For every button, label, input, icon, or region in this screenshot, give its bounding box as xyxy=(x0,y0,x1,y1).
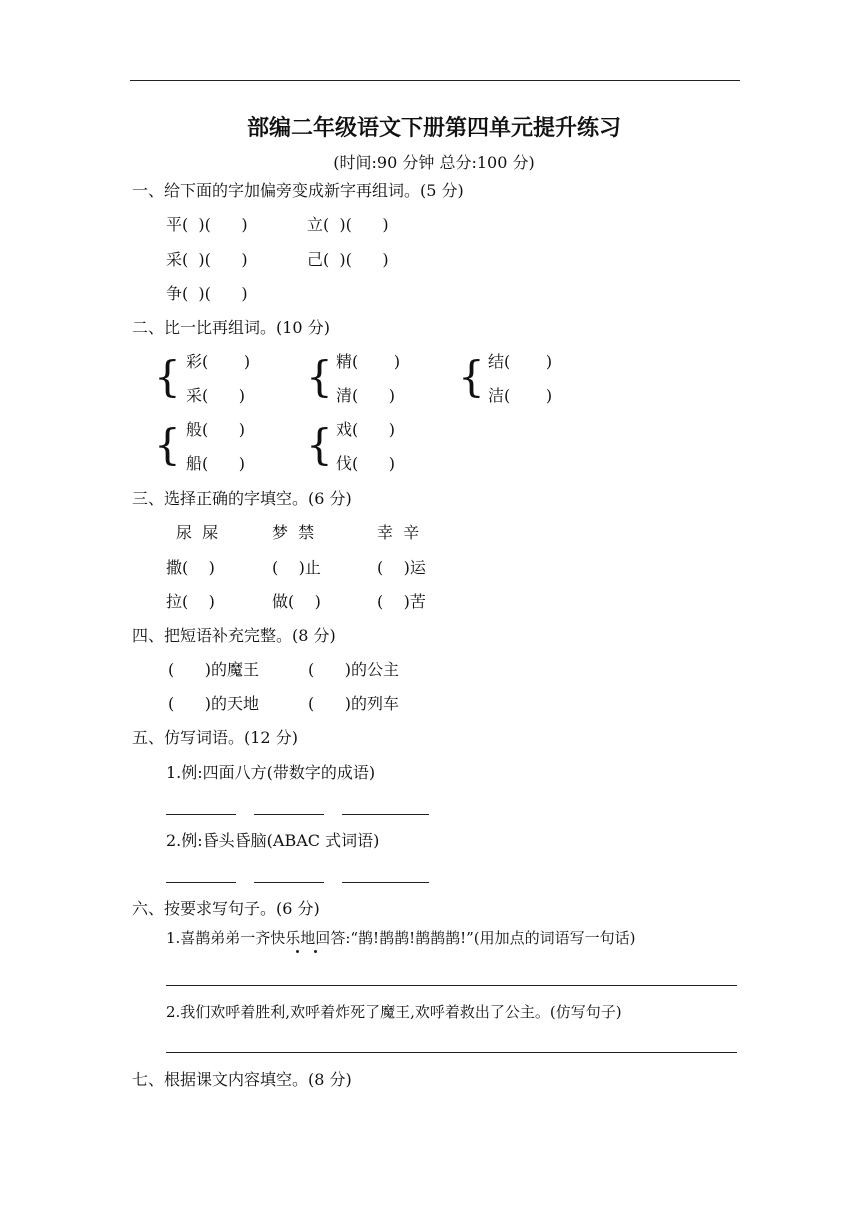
s2-item: 伐( ) xyxy=(336,454,396,473)
s3-item: ( )止 xyxy=(272,558,321,577)
section-4-heading: 四、把短语补充完整。(8 分) xyxy=(132,626,336,645)
s3-options: 梦 禁 xyxy=(272,523,315,542)
s3-item: ( )苦 xyxy=(377,592,426,611)
brace-icon: { xyxy=(154,352,181,401)
brace-icon: { xyxy=(154,420,181,469)
s6-question: 2.我们欢呼着胜利,欢呼着炸死了魔王,欢呼着救出了公主。(仿写句子) xyxy=(166,1003,622,1021)
s6-question: 1.喜鹊弟弟一齐快乐地回答:“鹊!鹊鹊!鹊鹊鹊!”(用加点的词语写一句话) xyxy=(166,929,636,947)
section-7-heading: 七、根据课文内容填空。(8 分) xyxy=(132,1070,352,1089)
brace-icon: { xyxy=(306,352,333,401)
section-1-heading: 一、给下面的字加偏旁变成新字再组词。(5 分) xyxy=(132,181,464,200)
answer-line[interactable] xyxy=(166,1052,737,1053)
section-2-heading: 二、比一比再组词。(10 分) xyxy=(132,318,330,337)
answer-line[interactable] xyxy=(342,882,429,883)
s1-item: 平( )( ) xyxy=(166,215,248,234)
s3-options: 尿 屎 xyxy=(176,523,219,542)
s2-item: 结( ) xyxy=(488,352,553,371)
s4-item: ( )的魔王 xyxy=(168,660,260,679)
s2-item: 清( ) xyxy=(336,386,396,405)
s2-item: 戏( ) xyxy=(336,420,396,439)
answer-line[interactable] xyxy=(254,882,324,883)
emphasis-dot xyxy=(296,950,299,953)
section-5-heading: 五、仿写词语。(12 分) xyxy=(132,728,298,747)
s4-item: ( )的天地 xyxy=(168,694,260,713)
s4-item: ( )的列车 xyxy=(308,694,400,713)
s5-example: 2.例:昏头昏脑(ABAC 式词语) xyxy=(166,831,380,850)
s3-item: ( )运 xyxy=(377,558,426,577)
s4-item: ( )的公主 xyxy=(308,660,400,679)
brace-icon: { xyxy=(458,352,485,401)
s3-item: 撒( ) xyxy=(166,558,215,577)
answer-line[interactable] xyxy=(254,814,324,815)
s5-example: 1.例:四面八方(带数字的成语) xyxy=(166,763,376,782)
s3-item: 做( ) xyxy=(272,592,321,611)
answer-line[interactable] xyxy=(342,814,429,815)
s2-item: 精( ) xyxy=(336,352,401,371)
s1-item: 己( )( ) xyxy=(307,250,389,269)
s1-item: 采( )( ) xyxy=(166,250,248,269)
page-subtitle: (时间:90 分钟 总分:100 分) xyxy=(333,153,535,172)
section-6-heading: 六、按要求写句子。(6 分) xyxy=(132,899,320,918)
s2-item: 彩( ) xyxy=(186,352,251,371)
brace-icon: { xyxy=(306,420,333,469)
answer-line[interactable] xyxy=(166,882,236,883)
answer-line[interactable] xyxy=(166,814,236,815)
s2-item: 采( ) xyxy=(186,386,246,405)
s3-item: 拉( ) xyxy=(166,592,215,611)
s1-item: 立( )( ) xyxy=(307,215,389,234)
s1-item: 争( )( ) xyxy=(166,284,248,303)
section-3-heading: 三、选择正确的字填空。(6 分) xyxy=(132,489,352,508)
page-title: 部编二年级语文下册第四单元提升练习 xyxy=(246,115,621,141)
s2-item: 洁( ) xyxy=(488,386,553,405)
s3-options: 幸 辛 xyxy=(377,523,420,542)
answer-line[interactable] xyxy=(166,985,737,986)
s2-item: 船( ) xyxy=(186,454,246,473)
s2-item: 般( ) xyxy=(186,420,246,439)
emphasis-dot xyxy=(314,950,317,953)
top-rule xyxy=(130,80,740,81)
